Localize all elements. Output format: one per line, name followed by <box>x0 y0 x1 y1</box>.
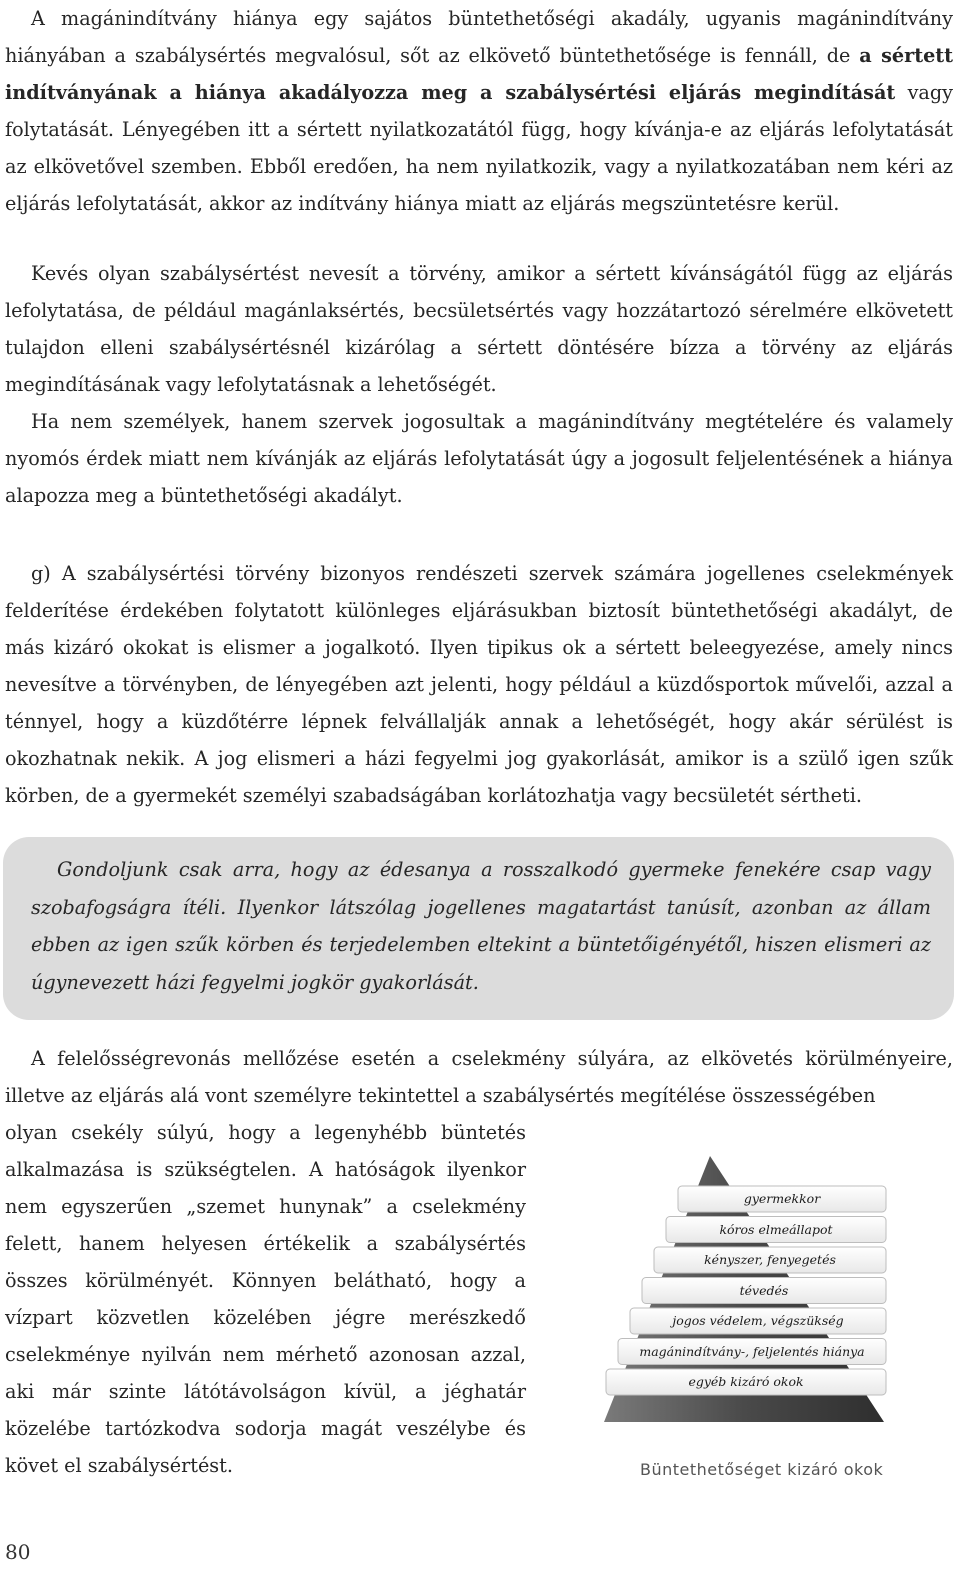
paragraph-text: vagy folytatását. Lényegében itt a sértett nyilatkozatától függ, hogy kívánja-e az eljárás lefolytatását az elkövetővel szemben. Ebből eredően, ha nem nyilatkozik, vagy a nyilatkozatában nem kéri az eljárás lefolytatását, akkor az indítvány hiánya miatt az eljárás megszüntetésre kerül. <box>5 81 953 215</box>
page-number: 80 <box>5 1540 31 1564</box>
paragraph-g-other-grounds: g) A szabálysértési törvény bizonyos rendészeti szervek számára jogellenes cselekmények felderítése érdekében folytatott különleges eljárásukban biztosít büntethetőségi akadályt, de más kizáró okokat is elismer a jogalkotó. Ilyen tipikus ok a sértett beleegyezése, amely nincs nevesítve a törvényben, de lényegében azt jelenti, hogy például a küzdősportok művelői, azzal a ténnyel, hogy a küzdőtérre lépnek felvállalják annak a lehetőségét, hogy akár sérülést is okozhatnak nekik. A jog elismeri a házi fegyelmi jog gyakorlását, amikor is a szülő igen szűk körben, de a gyermekét személyi szabadságában korlátozhatja vagy becsületét sértheti. <box>5 562 953 807</box>
paragraph-organisations: Ha nem személyek, hanem szervek jogosultak a magánindítvány megtételére és valamely nyomós érdek miatt nem kívánják az eljárás lefolytatását úgy a jogosult feljelentésének a hiánya alapozza meg a büntethetőségi akadályt. <box>5 410 953 507</box>
pyramid-level-label: magánindítvány-, feljelentés hiánya <box>639 1343 865 1359</box>
figure-caption: Büntethetőséget kizáró okok <box>640 1460 884 1479</box>
pyramid-level-label: kóros elmeállapot <box>719 1221 833 1237</box>
pyramid-level-label: jogos védelem, végszükség <box>672 1313 844 1328</box>
paragraph-few-offences: Kevés olyan szabálysértést nevesít a törvény, amikor a sértett kívánságától függ az eljárás lefolytatása, de például magánlaksértés, becsületsértés vagy hozzátartozó sérelmére elkövetett tulajdon elleni szabálysértésnél kizárólag a sértett döntésére bízza a törvény az eljárás megindításának vagy lefolytatásnak a lehetőségét. <box>5 262 953 396</box>
exclusion-grounds-pyramid <box>596 1150 936 1490</box>
pyramid-level-label: kényszer, fenyegetés <box>704 1252 836 1267</box>
bold-emphasis: a sértett indítványának a hiánya akadályozza meg a szabálysértési eljárás megindítását <box>5 44 953 104</box>
paragraph-private-motion <box>5 0 953 222</box>
paragraph-waiver-of-liability: A felelősségrevonás mellőzése esetén a cselekmény súlyára, az elkövetés körülményeire, illetve az eljárás alá vont személyre tekintettel a szabálysértés megítélése összességében <box>5 1047 953 1107</box>
pyramid-level-label: egyéb kizáró okok <box>688 1374 804 1389</box>
pyramid-level-label: gyermekkor <box>743 1191 821 1206</box>
paragraph-text: A magánindítvány hiánya egy sajátos büntethetőségi akadály, ugyanis magánindítvány hiányában a szabálysértés megvalósul, sőt az elkövető büntethetősége is fennáll, de <box>5 7 953 67</box>
paragraph-ice-example: olyan csekély súlyú, hogy a legenyhébb büntetés alkalmazása is szükségtelen. A hatóságok ilyenkor nem egyszerűen „szemet hunynak” a cselekmény felett, hanem helyesen értékelik a szabálysértés összes körülményét. Könnyen belátható, hogy a vízpart közvetlen közelében jégre merészkedő cselekménye nyilván nem mérhető azonosan azzal, aki már szinte látótávolságon kívül, a jéghatár közelébe tartózkodva sodorja magát veszélybe és követ el szabálysértést. <box>5 1121 526 1477</box>
callout-text: Gondoljunk csak arra, hogy az édesanya a rosszalkodó gyermeke fenekére csap vagy szobafogságra ítéli. Ilyenkor látszólag jogellenes magatartást tanúsít, azonban az állam ebben az igen szűk körben és terjedelemben eltekint a büntetőigényétől, hiszen elismeri az úgynevezett házi fegyelmi jogkör gyakorlását. <box>31 858 931 994</box>
example-callout-box <box>3 837 954 1020</box>
pyramid-level-label: tévedés <box>739 1282 789 1298</box>
